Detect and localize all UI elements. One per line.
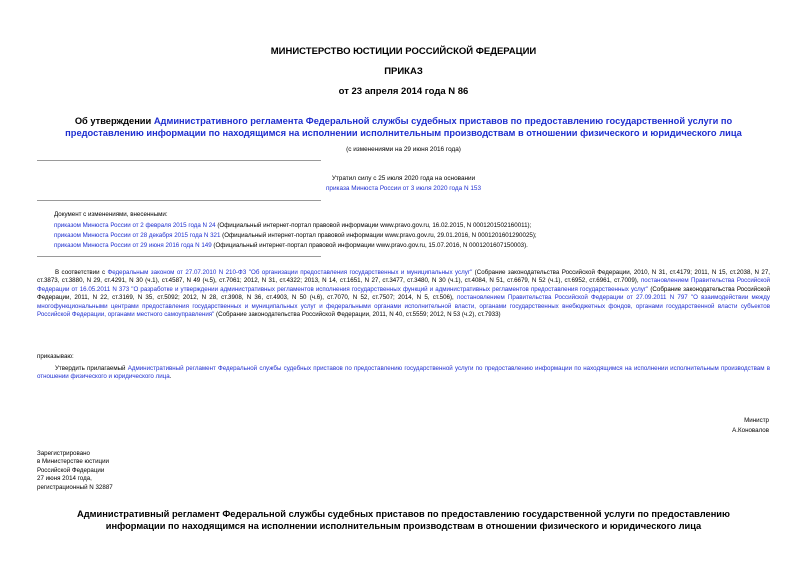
registration-line: регистрационный N 32887	[37, 483, 113, 491]
change-item: приказом Минюста России от 29 июня 2016 года N 149 (Официальный интернет-портал правовой информации www.pravo.gov.ru, 15.07.2016, N 0001201607150003).	[54, 242, 528, 249]
registration-line: Российской Федерации	[37, 466, 105, 474]
signature-name: А.Коновалов	[732, 427, 769, 434]
basis-paragraph: В соответствии с Федеральным законом от 27.07.2010 N 210-ФЗ "Об организации предоставления государственных и муниципальных услуг" (Собрание законодательства Российской Федерации, 2010, N 31, ст.4179; 2011, N 15, ст.2038, N 27, ст.3873, ст.3880, N 29, ст.4291, N 30 (ч.1), ст.4587, N 49 (ч.5), ст.7061; 2012, N 31, ст.4322; 2013, N 14, ст.1651, N 27, ст.3477, ст.3480, N 30 (ч.1), ст.4084, N 51, ст.6679, N 52 (ч.1), ст.6952, ст.6961, ст.7009), постановлением Правительства Российской Федерации от 16.05.2011 N 373 "О разработке и утверждении административных регламентов исполнения государственных функций и административных регламентов предоставления государственных услуг" (Собрание законодательства Российской Федерации, 2011, N 22, ст.3169, N 35, ст.5092; 2012, N 28, ст.3908, N 36, ст.4903, N 50 (ч.6), ст.7070, N 52, ст.7507; 2014, N 5, ст.506), постановлением Правительства Российской Федерации от 27.09.2011 N 797 "О взаимодействии между многофункциональными центрами предоставления государственных и муниципальных услуг и федеральными органами исполнительной власти, органами государственных внебюджетных фондов, органами государственной власти субъектов Российской Федерации, органами местного самоуправления" (Собрание законодательства Российской Федерации, 2011, N 40, ст.5559; 2012, N 53 (ч.2), ст.7933)	[37, 269, 771, 319]
expiry-line: Утратил силу с 25 июля 2020 года на основании	[331, 175, 476, 182]
document-title	[38, 115, 769, 139]
divider-1	[37, 160, 321, 161]
amendment-note: (с изменениями на 29 июня 2016 года)	[346, 146, 461, 153]
doc-date-heading: от 23 апреля 2014 года N 86	[338, 86, 469, 97]
signature-position: Министр	[744, 417, 769, 424]
expiry-order-link[interactable]: приказа Минюста России от 3 июля 2020 года N 153	[325, 185, 482, 192]
approved-regulation-link[interactable]: Административный регламент Федеральной службы судебных приставов по предоставлению государственной услуги по предоставлению информации по находящимся на исполнении исполнительным производствам в отношении физического и юридического лица	[37, 365, 770, 381]
title-prefix: Об утверждении	[74, 116, 154, 126]
registration-line: в Министерстве юстиции	[37, 458, 110, 466]
doc-type-heading: ПРИКАЗ	[384, 66, 423, 77]
divider-2	[37, 200, 321, 201]
registration-block	[37, 450, 113, 492]
change-item: приказом Минюста России от 2 февраля 2015 года N 24 (Официальный интернет-портал правовой информации www.pravo.gov.ru, 16.02.2015, N 0001201502160011);	[54, 222, 532, 229]
divider-3	[37, 256, 321, 257]
change-order-link[interactable]: приказом Минюста России от 28 декабря 2015 года N 321	[54, 232, 221, 239]
approve-paragraph: Утвердить прилагаемый Административный регламент Федеральной службы судебных приставов по предоставлению государственной услуги по предоставлению информации по находящимся на исполнении исполнительным производствам в отношении физического и юридического лица.	[37, 365, 770, 381]
ministry-heading: МИНИСТЕРСТВО ЮСТИЦИИ РОССИЙСКОЙ ФЕДЕРАЦИИ	[270, 46, 537, 57]
registration-line: 27 июня 2014 года,	[37, 475, 92, 483]
government-decree-373-link[interactable]: постановлением Правительства Российской Федерации от 16.05.2011 N 373 "О разработке и утверждении административных регламентов исполнения государственных функций и административных регламентов предоставления государственных услуг"	[37, 277, 770, 293]
change-order-link[interactable]: приказом Минюста России от 2 февраля 2015 года N 24	[54, 222, 216, 229]
federal-law-link[interactable]: Федеральным законом от 27.07.2010 N 210-ФЗ "Об организации предоставления государственных и муниципальных услуг"	[107, 269, 473, 276]
change-order-link[interactable]: приказом Минюста России от 29 июня 2016 года N 149	[54, 242, 212, 249]
order-word: приказываю:	[37, 353, 74, 360]
change-item: приказом Минюста России от 28 декабря 2015 года N 321 (Официальный интернет-портал правовой информации www.pravo.gov.ru, 29.01.2016, N 0001201601290025);	[54, 232, 537, 239]
government-decree-797-link[interactable]: постановлением Правительства Российской Федерации от 27.09.2011 N 797 "О взаимодействии между многофункциональными центрами предоставления государственных и муниципальных услуг и федеральными органами исполнительной власти, органами государственных внебюджетных фондов, органами государственной власти субъектов Российской Федерации, органами местного самоуправления"	[37, 294, 770, 319]
registration-line: Зарегистрировано	[37, 450, 90, 457]
title-regulation-link[interactable]: Административного регламента Федеральной службы судебных приставов по предоставлению государственной услуги по предоставлению информации по находящимся на исполнении исполнительным производствам в отношении физического и юридического лица	[65, 116, 742, 138]
regulation-title: Административный регламент Федеральной службы судебных приставов по предоставлению государственной услуги по предоставлению информации по находящимся на исполнении исполнительным производствам в отношении физического и юридического лица	[77, 509, 730, 531]
changes-intro: Документ с изменениями, внесенными:	[54, 211, 168, 218]
